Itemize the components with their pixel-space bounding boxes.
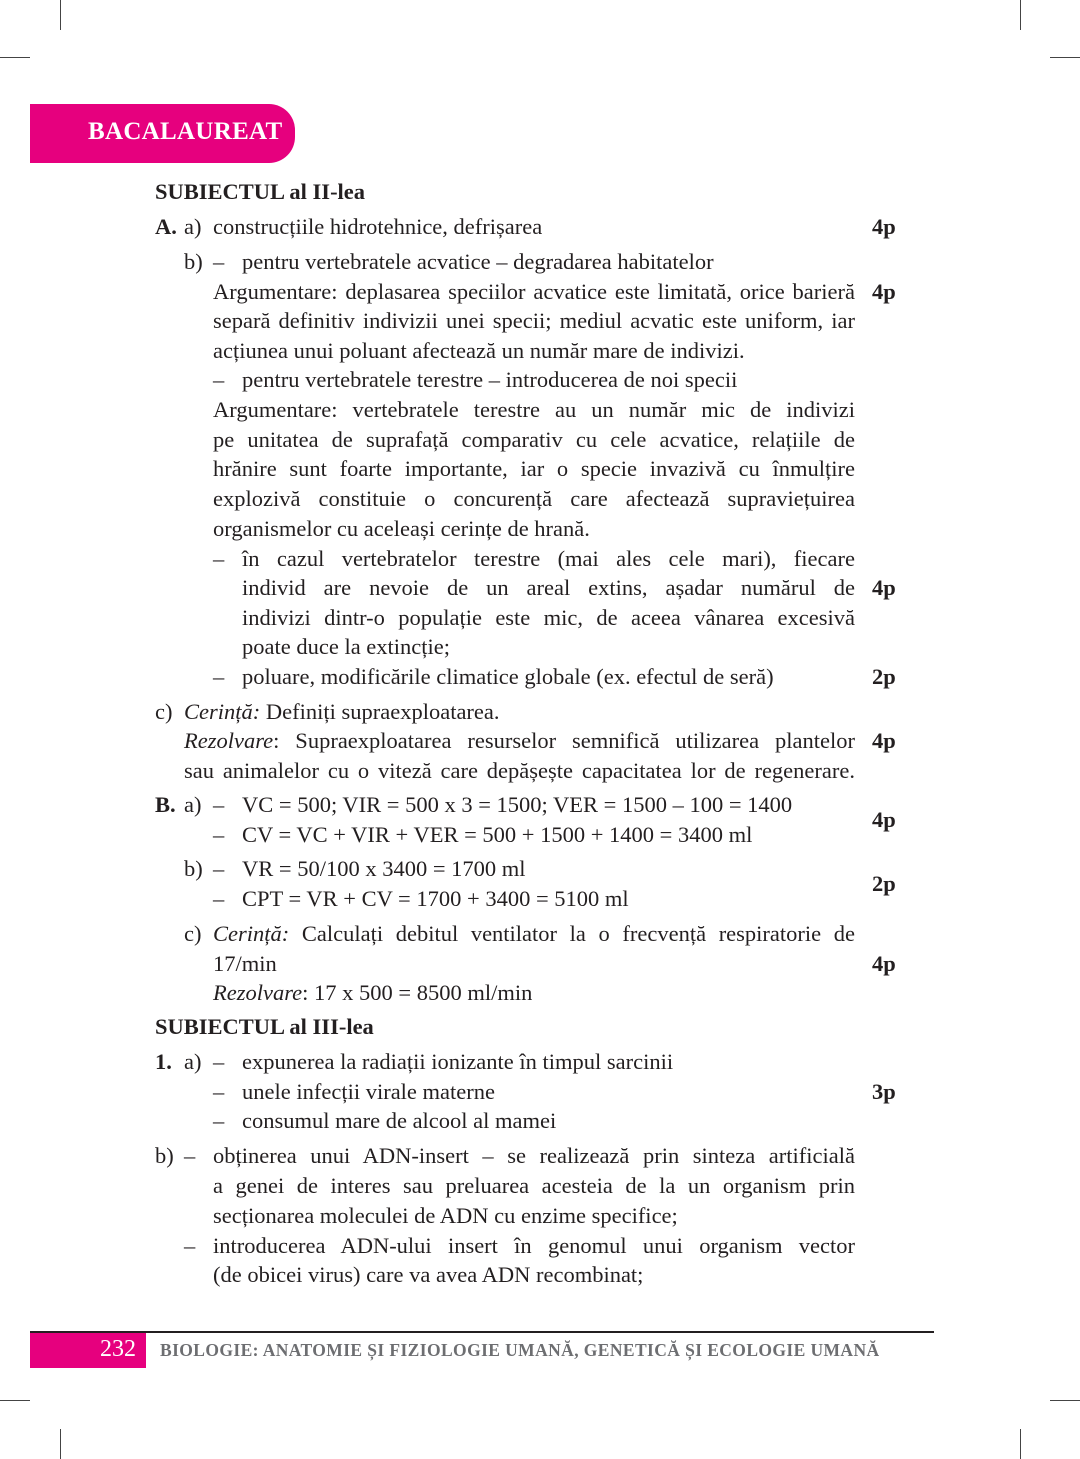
- answer-text-line: [213, 307, 855, 335]
- answer-text-line: [213, 920, 855, 948]
- answer-text-line: [242, 1048, 673, 1076]
- answer-text: a genei de interes sau preluarea acesteia de la un organism prin: [213, 1173, 855, 1198]
- answer-text-line: [213, 1232, 855, 1260]
- answer-text: : 17 x 500 = 8500 ml/min: [302, 980, 533, 1005]
- answer-text-line: [213, 396, 855, 424]
- answer-text: Argumentare: deplasarea speciilor acvatice este limitată, orice barieră: [213, 279, 855, 304]
- page-number-box: [30, 1333, 146, 1368]
- crop-mark: [60, 1429, 61, 1459]
- answer-text-line: [213, 1142, 855, 1170]
- bullet-dash: –: [213, 822, 225, 847]
- sub-item-letter: c): [155, 699, 173, 724]
- answer-text-line: [213, 213, 542, 241]
- answer-text-line: [213, 1261, 643, 1289]
- answer-text: CPT = VR + CV = 1700 + 3400 = 5100 ml: [242, 886, 629, 911]
- answer-text: individ are nevoie de un areal extins, așadar numărul de: [242, 575, 855, 600]
- points-score: 2p: [872, 664, 896, 689]
- answer-text: sau animalelor cu o viteză care depășește capacitatea lor de regenerare.: [184, 758, 855, 783]
- book-title: BIOLOGIE: ANATOMIE ȘI FIZIOLOGIE UMANĂ, GENETICĂ ȘI ECOLOGIE UMANĂ: [160, 1340, 880, 1360]
- points-score: 3p: [872, 1079, 896, 1104]
- answer-text-line: [213, 278, 855, 306]
- answer-text: hrănire sunt foarte importante, iar o specie invazivă cu înmulțire: [213, 456, 855, 481]
- bullet-dash: –: [213, 856, 225, 881]
- answer-text: unele infecții virale materne: [242, 1079, 495, 1104]
- item-number: A.: [155, 214, 177, 239]
- answer-text: consumul mare de alcool al mamei: [242, 1108, 557, 1133]
- italic-lead: Cerință:: [213, 921, 290, 946]
- answer-text-line: [242, 1078, 495, 1106]
- crop-mark: [1020, 1429, 1021, 1459]
- points-score: 4p: [872, 575, 896, 600]
- bullet-dash: –: [213, 886, 225, 911]
- bullet-dash: –: [213, 664, 225, 689]
- answer-text-line: [242, 663, 774, 691]
- answer-text-line: [213, 1202, 678, 1230]
- answer-text: pentru vertebratele terestre – introducerea de noi specii: [242, 367, 738, 392]
- answer-text: Argumentare: vertebratele terestre au un număr mic de indivizi: [213, 397, 855, 422]
- footer-rule: [30, 1331, 934, 1333]
- sub-item-letter: b): [184, 856, 203, 881]
- crop-mark: [0, 1400, 30, 1401]
- answer-text-line: [242, 855, 526, 883]
- answer-text-line: [242, 885, 629, 913]
- sub-item-letter: a): [184, 1049, 202, 1074]
- answer-text: introducerea ADN-ului insert în genomul unui organism vector: [213, 1233, 855, 1258]
- bullet-dash: –: [184, 1143, 196, 1168]
- section-heading: SUBIECTUL al III-lea: [155, 1014, 374, 1039]
- points-score: 4p: [872, 951, 896, 976]
- bullet-dash: –: [213, 249, 225, 274]
- answer-text: expunerea la radiații ionizante în timpul sarcinii: [242, 1049, 674, 1074]
- answer-text-line: [242, 604, 855, 632]
- answer-text: Definiți supraexploatarea.: [260, 699, 500, 724]
- italic-lead: Rezolvare: [184, 728, 274, 753]
- answer-text-line: [184, 698, 500, 726]
- answer-text-line: [213, 1172, 855, 1200]
- sub-item-letter: a): [184, 214, 202, 239]
- answer-text: Calculați debitul ventilator la o frecvență respiratorie de: [289, 921, 855, 946]
- italic-lead: Rezolvare: [213, 980, 303, 1005]
- bullet-dash: –: [213, 1049, 225, 1074]
- answer-text-line: [242, 248, 714, 276]
- answer-text: organismelor cu aceleași cerințe de hrană.: [213, 516, 590, 541]
- answer-text-line: [242, 574, 855, 602]
- section-tab-label: BACALAUREAT: [88, 118, 283, 145]
- answer-text-line: [184, 727, 855, 755]
- answer-text: explozivă constituie o concurență care afectează supraviețuirea: [213, 486, 855, 511]
- answer-text: indivizi dintr-o populație este mic, de aceea vânarea excesivă: [242, 605, 855, 630]
- answer-text-line: [213, 950, 277, 978]
- answer-text: acțiunea unui poluant afectează un număr mare de indivizi.: [213, 338, 745, 363]
- section-tab: [30, 104, 295, 163]
- answer-text: : Supraexploatarea resurselor semnifică utilizarea plantelor: [273, 728, 855, 753]
- sub-item-letter: b): [155, 1143, 174, 1168]
- answer-text-line: [242, 821, 752, 849]
- crop-mark: [1050, 57, 1080, 58]
- answer-text: 17/min: [213, 951, 277, 976]
- crop-mark: [1050, 1400, 1080, 1401]
- answer-text: în cazul vertebratelor terestre (mai ales cele mari), fiecare: [242, 546, 855, 571]
- answer-text-line: [213, 979, 532, 1007]
- bullet-dash: –: [213, 1108, 225, 1133]
- answer-text: CV = VC + VIR + VER = 500 + 1500 + 1400 = 3400 ml: [242, 822, 753, 847]
- crop-mark: [0, 57, 30, 58]
- bullet-dash: –: [213, 792, 225, 817]
- points-score: 4p: [872, 279, 896, 304]
- section-heading: SUBIECTUL al II-lea: [155, 179, 366, 204]
- answer-text-line: [213, 337, 745, 365]
- answer-text: obținerea unui ADN-insert – se realizează prin sinteza artificială: [213, 1143, 855, 1168]
- crop-mark: [60, 0, 61, 30]
- answer-text-line: [242, 791, 792, 819]
- bullet-dash: –: [184, 1233, 196, 1258]
- points-score: 4p: [872, 807, 896, 832]
- answer-text-line: [213, 455, 855, 483]
- item-number: B.: [155, 792, 176, 817]
- points-score: 4p: [872, 214, 896, 239]
- answer-text: pe unitatea de suprafață comparativ cu cele acvatice, relațiile de: [213, 427, 855, 452]
- answer-text: pentru vertebratele acvatice – degradarea habitatelor: [242, 249, 714, 274]
- answer-text-line: [213, 426, 855, 454]
- sub-item-letter: b): [184, 249, 203, 274]
- sub-item-letter: c): [184, 921, 202, 946]
- answer-text: VR = 50/100 x 3400 = 1700 ml: [242, 856, 526, 881]
- answer-text-line: [242, 633, 450, 661]
- answer-text-line: [213, 485, 855, 513]
- bullet-dash: –: [213, 1079, 225, 1104]
- sub-item-letter: a): [184, 792, 202, 817]
- bullet-dash: –: [213, 546, 225, 571]
- answer-text-line: [213, 515, 590, 543]
- answer-text: separă definitiv indivizii unei specii; mediul acvatic este uniform, iar: [213, 308, 855, 333]
- points-score: 2p: [872, 871, 896, 896]
- answer-text: secționarea moleculei de ADN cu enzime specifice;: [213, 1203, 678, 1228]
- answer-text-line: [242, 545, 855, 573]
- italic-lead: Cerință:: [184, 699, 261, 724]
- answer-text: (de obicei virus) care va avea ADN recombinat;: [213, 1262, 644, 1287]
- answer-text: construcțiile hidrotehnice, defrișarea: [213, 214, 543, 239]
- answer-text-line: [242, 366, 737, 394]
- answer-text: poate duce la extincție;: [242, 634, 451, 659]
- answer-text: poluare, modificările climatice globale (ex. efectul de seră): [242, 664, 774, 689]
- answer-text-line: [242, 1107, 556, 1135]
- points-score: 4p: [872, 728, 896, 753]
- page-number: 232: [100, 1336, 136, 1362]
- bullet-dash: –: [213, 367, 225, 392]
- crop-mark: [1020, 0, 1021, 30]
- answer-text: VC = 500; VIR = 500 x 3 = 1500; VER = 1500 – 100 = 1400: [242, 792, 793, 817]
- answer-text-line: [184, 757, 855, 785]
- item-number: 1.: [155, 1049, 172, 1074]
